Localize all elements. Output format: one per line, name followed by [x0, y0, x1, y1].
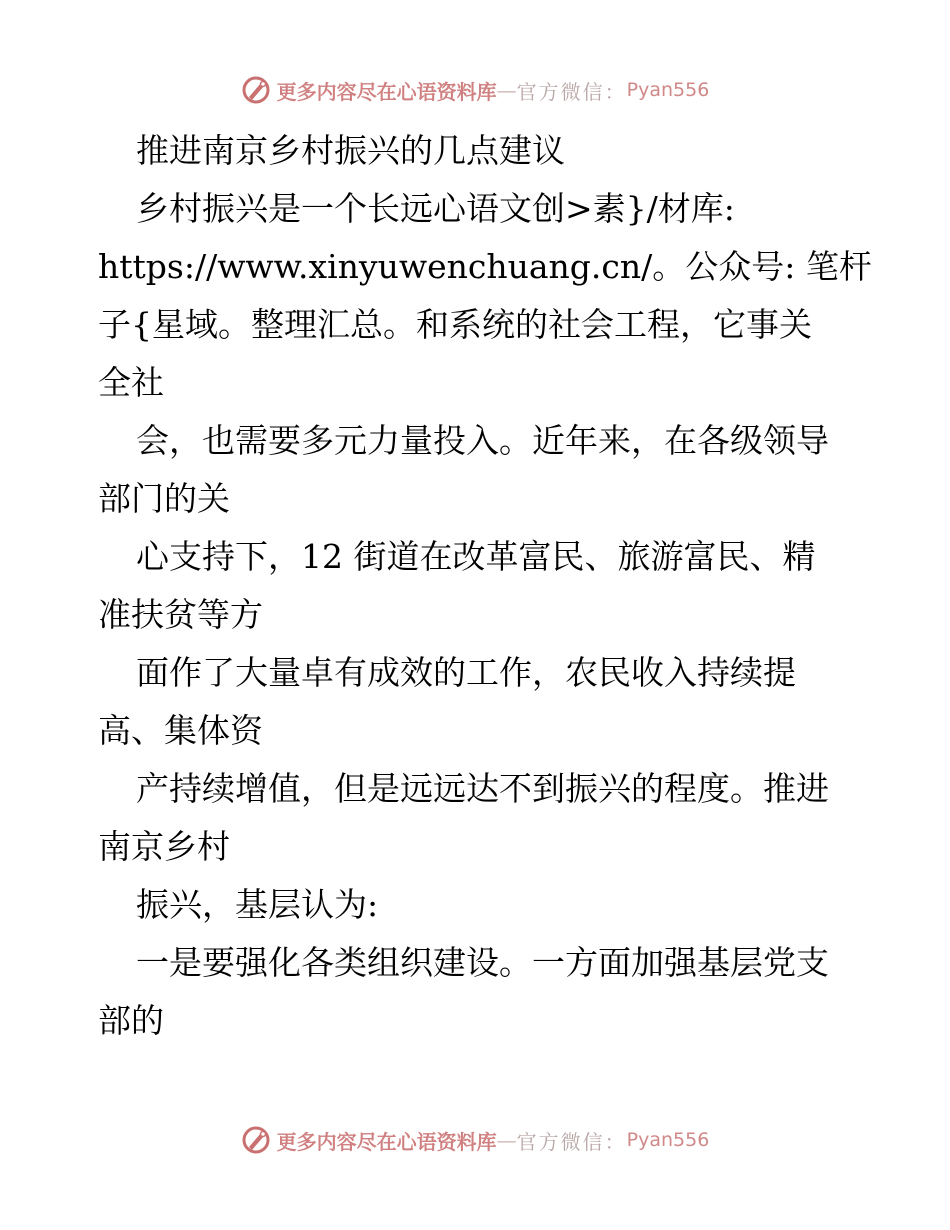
text-line: 全社	[98, 363, 164, 402]
text-line: 准扶贫等方	[98, 595, 263, 634]
watermark-official-label: 官方微信：	[516, 79, 627, 104]
watermark-official-label: 官方微信：	[516, 1129, 627, 1154]
text-line: 乡村振兴是一个长远心语文创>素}/材库:	[136, 189, 735, 228]
text-line: 部的	[98, 1001, 164, 1040]
pen-logo-icon	[241, 75, 271, 105]
watermark-wechat-id: Pyan556	[626, 1129, 710, 1151]
text-line: 会，也需要多元力量投入。近年来，在各级领导	[136, 421, 829, 460]
watermark-brand: 更多内容尽在心语资料库	[276, 79, 497, 104]
text-line: https://www.xinyuwenchuang.cn/。公众号: 笔杆	[98, 247, 872, 286]
watermark-separator: —	[496, 78, 517, 102]
footer-watermark	[0, 1120, 950, 1160]
text-line: 产持续增值，但是远远达不到振兴的程度。推进	[136, 769, 829, 808]
text-line: 面作了大量卓有成效的工作，农民收入持续提	[136, 653, 796, 692]
pen-logo-icon	[241, 1125, 271, 1155]
watermark-separator: —	[496, 1128, 517, 1152]
text-line: 心支持下，12 街道在改革富民、旅游富民、精	[136, 537, 816, 576]
text-line: 高、集体资	[98, 711, 263, 750]
text-line: 振兴，基层认为:	[136, 885, 379, 924]
text-line: 南京乡村	[98, 827, 230, 866]
text-line: 一是要强化各类组织建设。一方面加强基层党支	[136, 943, 829, 982]
text-line: 子{星域。整理汇总。和系统的社会工程，它事关	[98, 305, 812, 344]
watermark-brand: 更多内容尽在心语资料库	[276, 1129, 497, 1154]
watermark-wechat-id: Pyan556	[626, 79, 710, 101]
document-title: 推进南京乡村振兴的几点建议	[136, 131, 565, 170]
text-line: 部门的关	[98, 479, 230, 518]
document-body	[98, 122, 872, 1050]
header-watermark	[0, 70, 950, 110]
